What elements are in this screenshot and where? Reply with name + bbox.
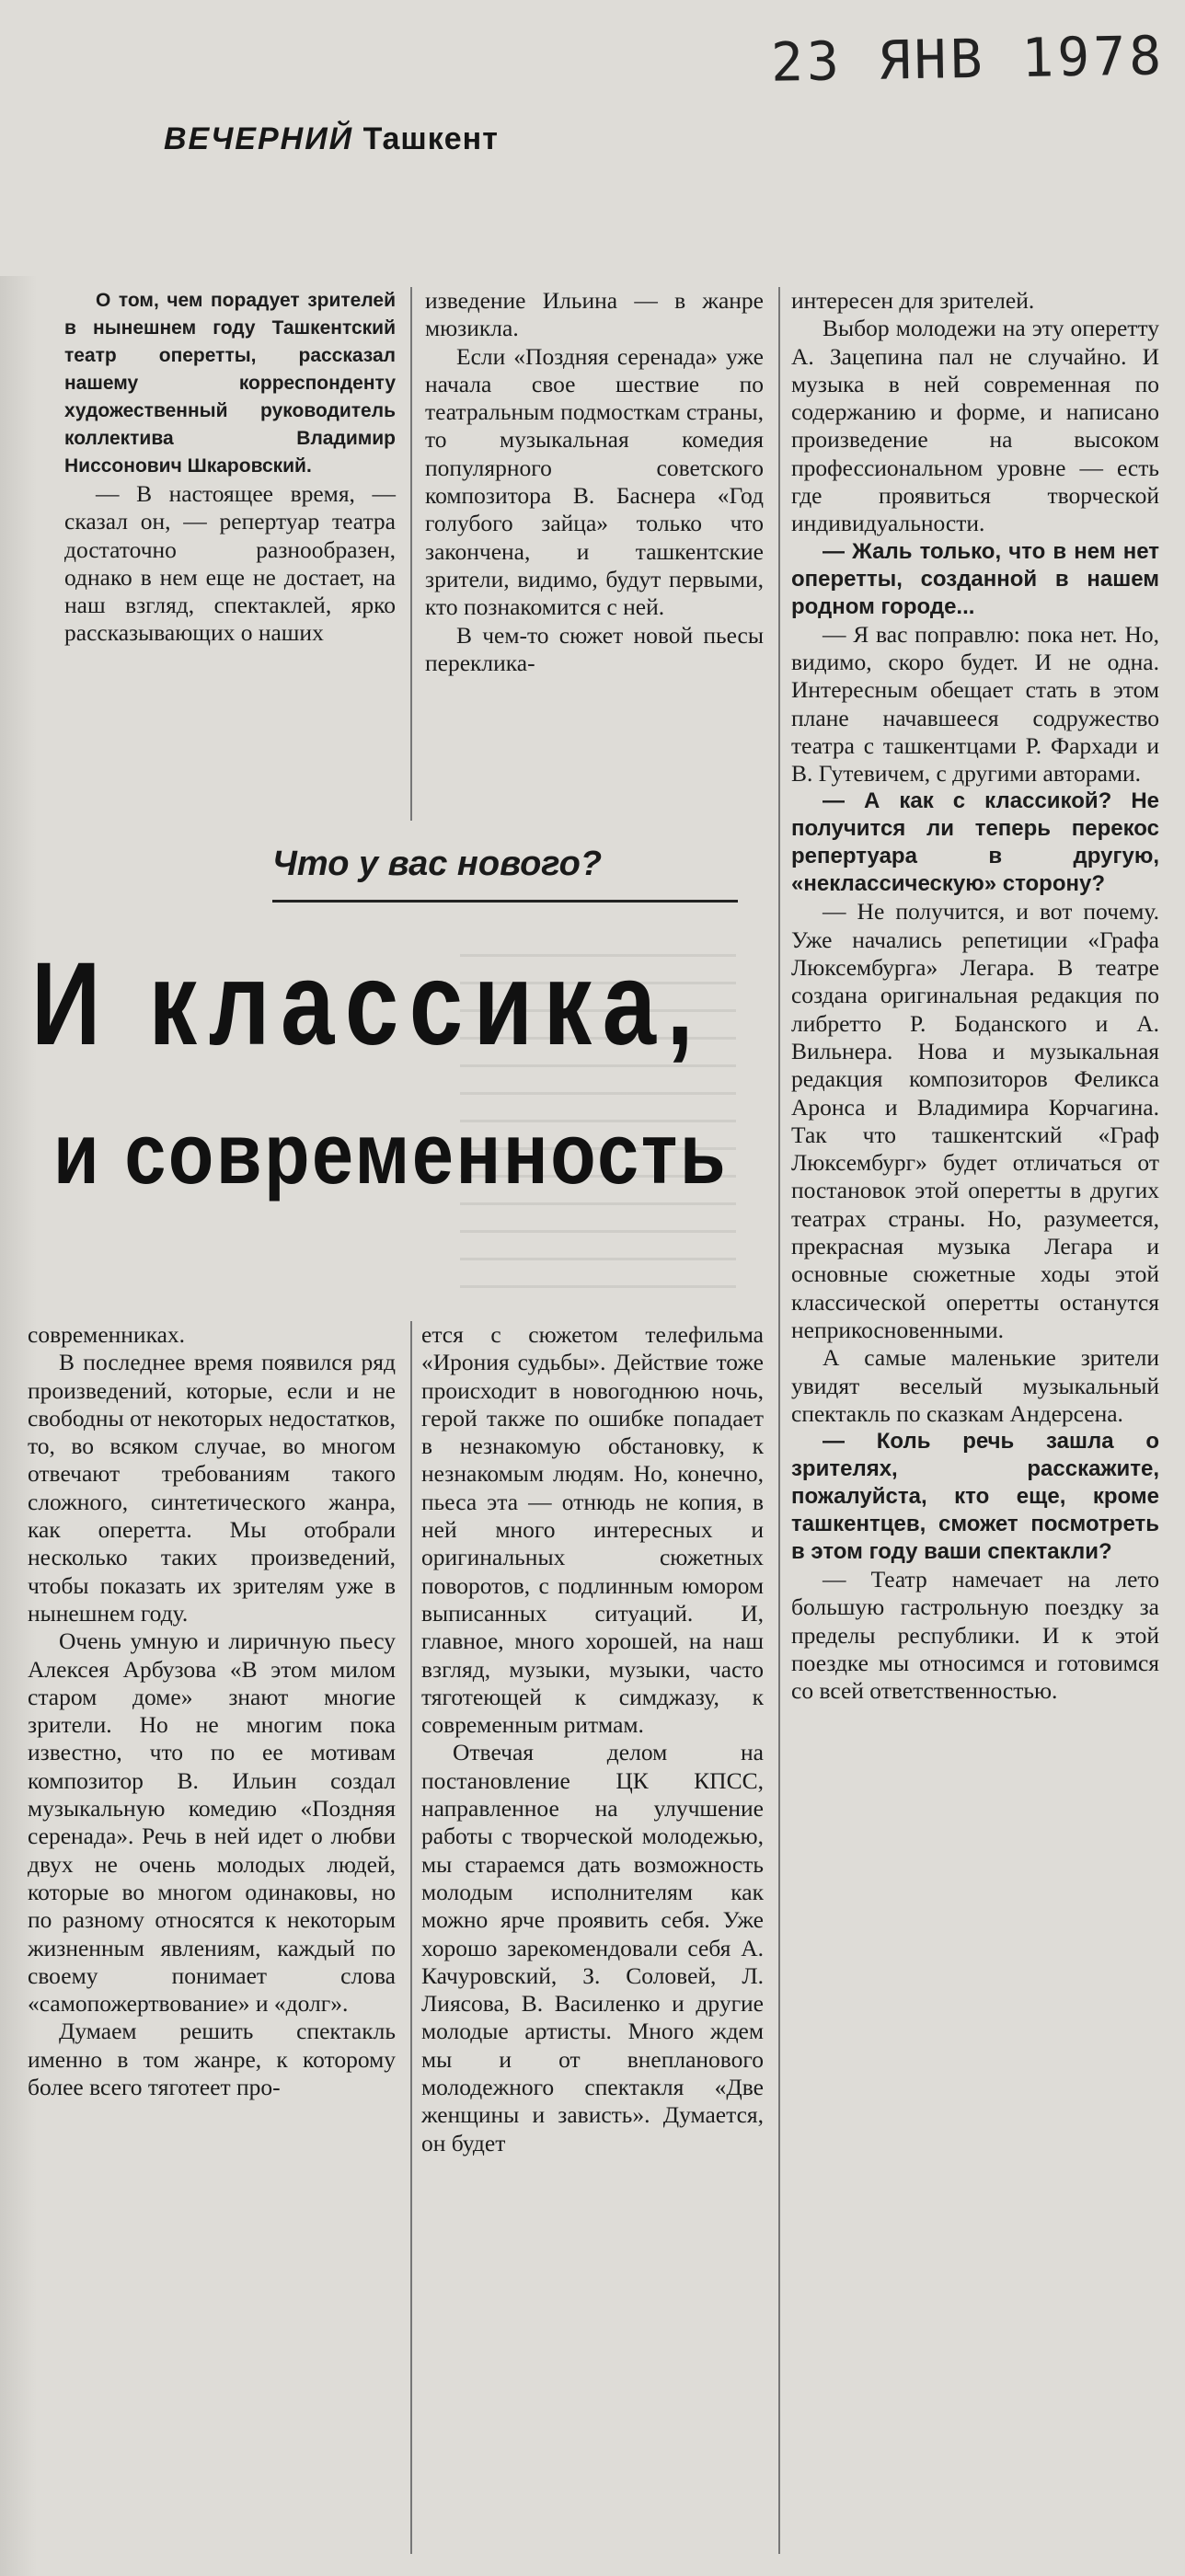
newspaper-masthead: [164, 121, 499, 157]
article-paragraph: А самые маленькие зрители увидят веселый музыкальный спектакль по сказкам Андерсена.: [791, 1344, 1159, 1427]
article-paragraph: Отвечая делом на постановление ЦК КПСС, направленное на улучшение работы с творческой молодежью, мы стараемся дать возможность молодым исполнителям как можно ярче проявить себя. Уже хорошо зарекомендовали себя А. Качуровский, З. Соловей, Л. Лиясова, В. Василенко и другие молодые артисты. Много ждем мы и от внепланового молодежного спектакля «Две женщины и зависть». Думается, он будет: [421, 1739, 764, 2156]
article-paragraph: изведение Ильина — в жанре мюзикла.: [425, 287, 764, 342]
rubric-heading: Что у вас нового?: [272, 845, 603, 883]
article-paragraph: В последнее время появился ряд произведений, которые, если и не свободны от некоторых недостатков, то, во всяком случае, во многом отвечают требованиям такого сложного, синтетического жанра, как оперетта. Мы отобрали несколько таких произведений, чтобы показать их зрителям уже в нынешнем году.: [28, 1349, 396, 1627]
interview-question: — А как с классикой? Не получится ли теперь перекос репертуара в другую, «неклассическую» сторону?: [791, 788, 1159, 897]
article-paragraph: — Театр намечает на лето большую гастрольную поездку за пределы республики. И к этой поездке мы относимся и готовимся со всей ответственностью.: [791, 1566, 1159, 1705]
interview-question: — Жаль только, что в нем нет оперетты, созданной в нашем родном городе...: [791, 538, 1159, 619]
article-paragraph: Думаем решить спектакль именно в том жанре, к которому более всего тяготеет про-: [28, 2018, 396, 2101]
article-paragraph: — Не получится, и вот почему. Уже начались репетиции «Графа Люксембурга» Легара. В театре создана оригинальная редакция по либретто Р. Боданского и А. Вильнера. Нова и музыкальная редакция композиторов Феликса Аронса и Владимира Корчагина. Так что ташкентский «Граф Люксембург» будет отличаться от постановок этой оперетты в других театрах страны. Но, разумеется, прекрасная музыка Легара и основные сюжетные ходы этой классической оперетты останутся неприкосновенными.: [791, 898, 1159, 1343]
masthead-part1: ВЕЧЕРНИЙ: [164, 121, 354, 156]
article-paragraph: Если «Поздняя серенада» уже начала свое шествие по театральным подмосткам страны, то музыкальная комедия популярного советского композитора В. Баснера «Год голубого зайца» только что закончена, и ташкентские зрители, видимо, будут первыми, кто познакомится с ней.: [425, 342, 764, 621]
article-paragraph: Выбор молодежи на эту оперетту А. Зацепина пал не случайно. И музыка в ней современная по содержанию и форме, и написано произведение на высоком профессиональном уровне — есть где проявиться творческой индивидуальности.: [791, 315, 1159, 537]
column-1-top: [64, 287, 396, 648]
article-paragraph: — Я вас поправлю: пока нет. Но, видимо, скоро будет. И не одна. Интересным обещает стать в этом плане начавшееся содружество театра с ташкентцами Р. Фархади и В. Гутевичем, с другими авторами.: [791, 620, 1159, 788]
column-rule: [410, 1321, 412, 2554]
lead-paragraph: О том, чем порадует зрителей в нынешнем году Ташкентский театр оперетты, рассказал нашему корреспонденту художественный руководитель коллектива Владимир Ниссонович Шкаровский.: [64, 290, 396, 477]
article-paragraph: В чем-то сюжет новой пьесы переклика-: [425, 621, 764, 676]
headline-line-1: И классика,: [31, 938, 705, 1070]
column-2-bottom: [421, 1321, 764, 2157]
column-2-top: [425, 287, 764, 677]
headline-line-2: и современность: [53, 1105, 729, 1202]
column-1-bottom: [28, 1321, 396, 2101]
column-rule: [778, 287, 780, 2554]
article-paragraph: ется с сюжетом телефильма «Ирония судьбы». Действие тоже происходит в новогоднюю ночь, герой также по ошибке попадает в незнакомую обстановку, к незнакомым людям. Но, конечно, пьеса эта — отнюдь не копия, в ней много интересных и оригинальных сюжетных поворотов, с подлинным юмором выписанных ситуаций. И, главное, много хорошей, на наш взгляд, музыки, музыки, часто тяготеющей к симджазу, к современным ритмам.: [421, 1321, 764, 1739]
column-rule: [410, 287, 412, 821]
rubric-underline: [272, 900, 738, 903]
article-paragraph: — В настоящее время, — сказал он, — репертуар театра достаточно разнообразен, однако в нем еще не достает, на наш взгляд, спектаклей, ярко рассказывающих о наших: [64, 480, 396, 647]
date-stamp: 23 ЯНВ 1978: [770, 24, 1166, 94]
interview-question: — Коль речь зашла о зрителях, расскажите, пожалуйста, кто еще, кроме ташкентцев, сможет посмотреть в этом году ваши спектакли?: [791, 1429, 1159, 1565]
article-paragraph: интересен для зрителей.: [791, 287, 1035, 314]
article-paragraph: Очень умную и лиричную пьесу Алексея Арбузова «В этом милом старом доме» знают многие зрители. Но не многим пока известно, что по ее мотивам композитор В. Ильин создал музыкальную комедию «Поздняя серенада». Речь в ней идет о любви двух не очень молодых людей, которые во многом одинаковы, но по разному относятся к некоторым жизненным явлениям, каждый по своему понимает слова «самопожертвование» и «долг».: [28, 1627, 396, 2018]
article-paragraph: современниках.: [28, 1321, 186, 1348]
column-3: [791, 287, 1159, 1706]
masthead-part2: Ташкент: [362, 121, 499, 156]
